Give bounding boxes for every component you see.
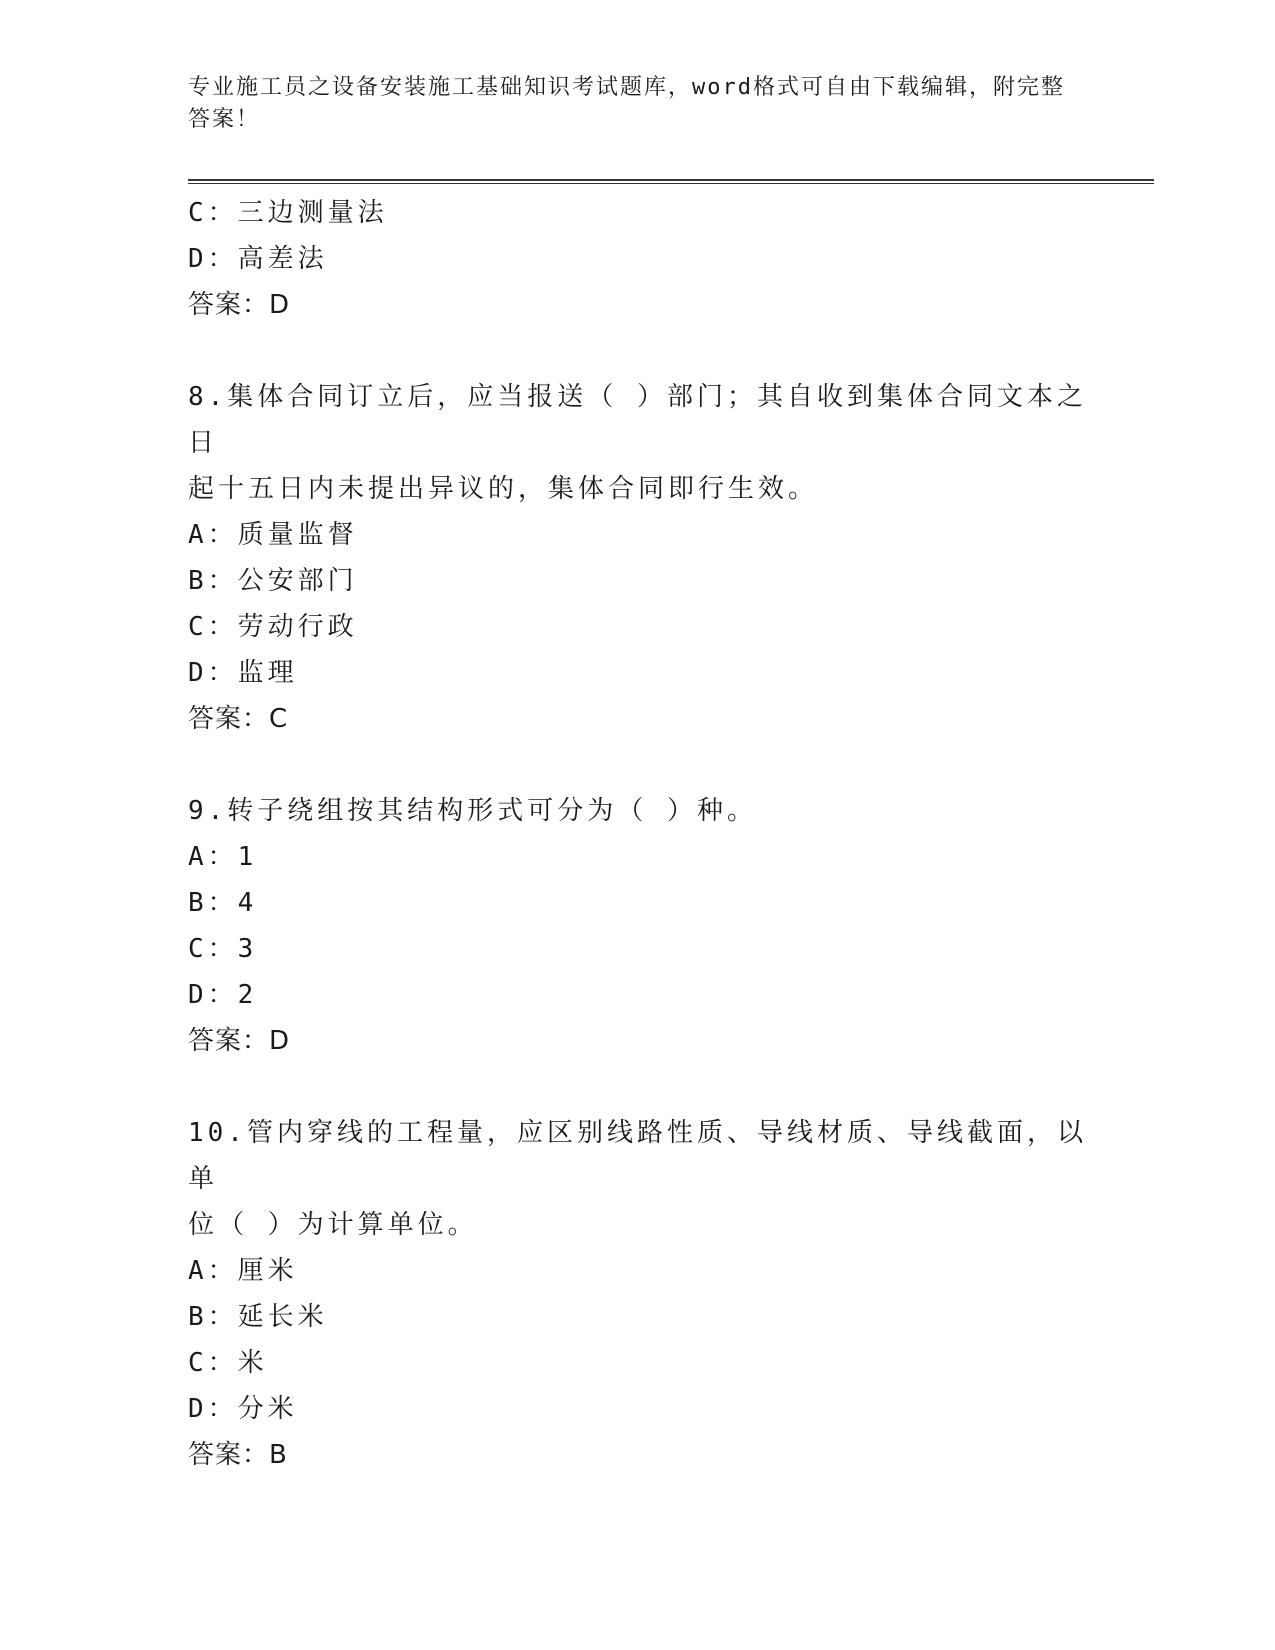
question-stem-line: 8.集体合同订立后，应当报送（ ）部门；其自收到集体合同文本之日 [188, 382, 1087, 458]
option-d: D：2 [188, 980, 258, 1010]
question-stem-line: 9.转子绕组按其结构形式可分为（ ）种。 [188, 796, 757, 826]
option-a: A：1 [188, 842, 258, 872]
option-a: A：质量监督 [188, 520, 358, 550]
answer-line: 答案：B [188, 1440, 288, 1470]
question-stem-line: 10.管内穿线的工程量，应区别线路性质、导线材质、导线截面，以单 [188, 1118, 1087, 1194]
header-divider [188, 179, 1154, 184]
option-b: B：4 [188, 888, 258, 918]
question-8 [188, 374, 1088, 742]
question-9 [188, 788, 1088, 1064]
option-c: C：三边测量法 [188, 198, 388, 228]
option-c: C：米 [188, 1348, 268, 1378]
question-10 [188, 1110, 1088, 1478]
option-b: B：公安部门 [188, 566, 358, 596]
option-d: D：监理 [188, 658, 298, 688]
option-c: C：3 [188, 934, 258, 964]
answer-line: 答案：D [188, 1026, 291, 1056]
option-d: D：分米 [188, 1394, 298, 1424]
option-c: C：劳动行政 [188, 612, 358, 642]
option-b: B：延长米 [188, 1302, 328, 1332]
answer-line: 答案：C [188, 704, 289, 734]
question-stem-line: 起十五日内未提出异议的，集体合同即行生效。 [188, 474, 819, 504]
carryover-question [188, 190, 1088, 328]
option-d: D：高差法 [188, 244, 328, 274]
option-a: A：厘米 [188, 1256, 298, 1286]
answer-line: 答案：D [188, 290, 291, 320]
question-stem-line: 位（ ）为计算单位。 [188, 1210, 478, 1240]
page-header: 专业施工员之设备安装施工基础知识考试题库，word格式可自由下载编辑，附完整答案！ [188, 75, 1065, 132]
document-body [188, 190, 1088, 1478]
